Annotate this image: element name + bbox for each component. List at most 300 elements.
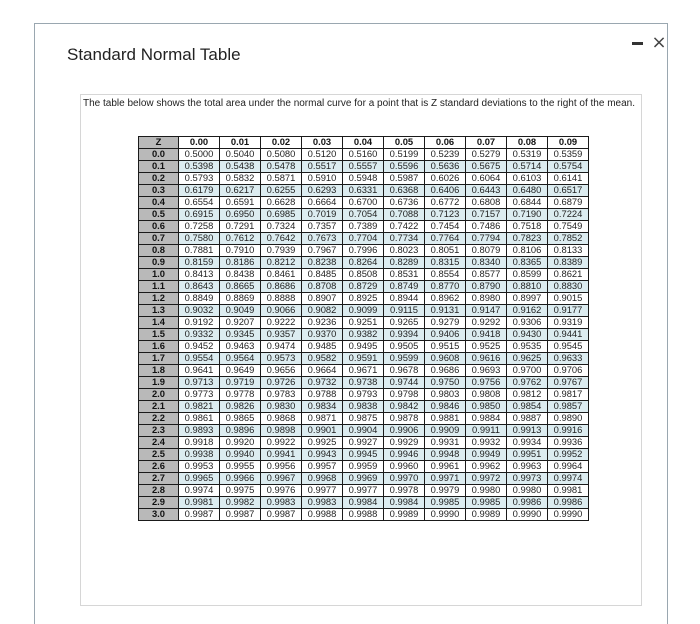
table-cell: 0.9332 [179, 329, 220, 341]
table-row [139, 377, 589, 389]
table-cell: 0.8212 [261, 257, 302, 269]
table-cell: 0.9803 [425, 389, 466, 401]
table-cell: 0.9984 [384, 497, 425, 509]
table-cell: 0.9911 [466, 425, 507, 437]
table-cell: 0.9406 [425, 329, 466, 341]
table-row [139, 209, 589, 221]
table-cell: 0.9535 [507, 341, 548, 353]
table-cell: 0.9896 [220, 425, 261, 437]
table-cell: 0.9943 [302, 449, 343, 461]
table-cell: 0.6950 [220, 209, 261, 221]
table-cell: 0.5199 [384, 149, 425, 161]
table-cell: 0.8365 [507, 257, 548, 269]
table-cell: 0.9989 [466, 509, 507, 521]
table-cell: 0.9177 [548, 305, 589, 317]
column-header: 0.06 [425, 137, 466, 149]
column-header: 0.01 [220, 137, 261, 149]
table-cell: 0.9131 [425, 305, 466, 317]
table-cell: 0.7157 [466, 209, 507, 221]
table-cell: 0.9719 [220, 377, 261, 389]
table-cell: 0.9956 [261, 461, 302, 473]
table-cell: 0.9974 [548, 473, 589, 485]
table-cell: 0.9966 [220, 473, 261, 485]
z-row-header: 0.2 [139, 173, 179, 185]
table-cell: 0.9808 [466, 389, 507, 401]
table-cell: 0.9981 [548, 485, 589, 497]
z-row-header: 2.5 [139, 449, 179, 461]
table-cell: 0.9932 [466, 437, 507, 449]
table-cell: 0.8186 [220, 257, 261, 269]
table-cell: 0.5239 [425, 149, 466, 161]
table-cell: 0.8389 [548, 257, 589, 269]
table-row [139, 401, 589, 413]
table-cell: 0.9979 [425, 485, 466, 497]
table-cell: 0.9846 [425, 401, 466, 413]
table-cell: 0.7580 [179, 233, 220, 245]
table-cell: 0.9838 [343, 401, 384, 413]
table-cell: 0.9965 [179, 473, 220, 485]
table-cell: 0.8531 [384, 269, 425, 281]
table-cell: 0.6554 [179, 197, 220, 209]
table-cell: 0.9887 [507, 413, 548, 425]
table-cell: 0.9918 [179, 437, 220, 449]
table-cell: 0.9983 [261, 497, 302, 509]
table-cell: 0.8810 [507, 281, 548, 293]
table-cell: 0.9890 [548, 413, 589, 425]
table-cell: 0.7852 [548, 233, 589, 245]
table-cell: 0.6736 [384, 197, 425, 209]
table-cell: 0.9990 [507, 509, 548, 521]
table-cell: 0.9656 [261, 365, 302, 377]
table-cell: 0.7612 [220, 233, 261, 245]
table-cell: 0.9554 [179, 353, 220, 365]
table-cell: 0.8413 [179, 269, 220, 281]
table-cell: 0.7910 [220, 245, 261, 257]
table-cell: 0.9738 [343, 377, 384, 389]
table-cell: 0.9505 [384, 341, 425, 353]
table-cell: 0.9962 [466, 461, 507, 473]
table-cell: 0.7939 [261, 245, 302, 257]
table-cell: 0.7518 [507, 221, 548, 233]
table-row [139, 413, 589, 425]
z-row-header: 1.7 [139, 353, 179, 365]
table-cell: 0.9345 [220, 329, 261, 341]
table-cell: 0.7324 [261, 221, 302, 233]
table-cell: 0.5279 [466, 149, 507, 161]
z-row-header: 1.5 [139, 329, 179, 341]
table-cell: 0.6772 [425, 197, 466, 209]
table-cell: 0.9934 [507, 437, 548, 449]
table-cell: 0.9977 [302, 485, 343, 497]
table-cell: 0.9463 [220, 341, 261, 353]
table-cell: 0.8708 [302, 281, 343, 293]
table-cell: 0.6293 [302, 185, 343, 197]
table-cell: 0.6879 [548, 197, 589, 209]
z-row-header: 1.9 [139, 377, 179, 389]
table-cell: 0.8159 [179, 257, 220, 269]
table-cell: 0.9975 [220, 485, 261, 497]
z-table [138, 136, 589, 521]
table-cell: 0.9941 [261, 449, 302, 461]
table-cell: 0.7190 [507, 209, 548, 221]
table-cell: 0.9989 [384, 509, 425, 521]
table-row [139, 449, 589, 461]
table-cell: 0.9015 [548, 293, 589, 305]
table-cell: 0.9953 [179, 461, 220, 473]
z-row-header: 0.8 [139, 245, 179, 257]
table-cell: 0.9987 [220, 509, 261, 521]
table-cell: 0.9988 [343, 509, 384, 521]
table-cell: 0.9938 [179, 449, 220, 461]
table-cell: 0.8997 [507, 293, 548, 305]
table-row [139, 473, 589, 485]
table-cell: 0.9633 [548, 353, 589, 365]
table-cell: 0.7258 [179, 221, 220, 233]
table-row [139, 365, 589, 377]
table-cell: 0.7704 [343, 233, 384, 245]
z-row-header: 2.8 [139, 485, 179, 497]
table-cell: 0.9821 [179, 401, 220, 413]
table-cell: 0.7881 [179, 245, 220, 257]
table-cell: 0.9861 [179, 413, 220, 425]
table-cell: 0.9625 [507, 353, 548, 365]
table-cell: 0.6141 [548, 173, 589, 185]
table-cell: 0.8577 [466, 269, 507, 281]
table-cell: 0.9946 [384, 449, 425, 461]
table-cell: 0.9573 [261, 353, 302, 365]
table-cell: 0.7734 [384, 233, 425, 245]
table-cell: 0.6026 [425, 173, 466, 185]
table-cell: 0.8079 [466, 245, 507, 257]
table-cell: 0.9357 [261, 329, 302, 341]
table-cell: 0.9976 [261, 485, 302, 497]
table-cell: 0.9147 [466, 305, 507, 317]
table-cell: 0.9987 [179, 509, 220, 521]
minimize-icon [632, 42, 643, 45]
table-cell: 0.6700 [343, 197, 384, 209]
column-header: 0.08 [507, 137, 548, 149]
table-cell: 0.8438 [220, 269, 261, 281]
z-row-header: 0.7 [139, 233, 179, 245]
table-row [139, 329, 589, 341]
table-cell: 0.9906 [384, 425, 425, 437]
dialog-title: Standard Normal Table [67, 45, 241, 64]
z-row-header: 0.4 [139, 197, 179, 209]
table-cell: 0.9988 [302, 509, 343, 521]
table-cell: 0.8485 [302, 269, 343, 281]
table-cell: 0.9972 [466, 473, 507, 485]
z-row-header: 0.0 [139, 149, 179, 161]
table-cell: 0.6844 [507, 197, 548, 209]
z-row-header: 2.9 [139, 497, 179, 509]
table-cell: 0.6591 [220, 197, 261, 209]
table-cell: 0.7291 [220, 221, 261, 233]
z-row-header: 0.9 [139, 257, 179, 269]
table-cell: 0.5675 [466, 161, 507, 173]
table-cell: 0.9985 [425, 497, 466, 509]
z-row-header: 2.7 [139, 473, 179, 485]
table-cell: 0.5080 [261, 149, 302, 161]
table-cell: 0.8980 [466, 293, 507, 305]
table-cell: 0.5557 [343, 161, 384, 173]
table-cell: 0.7389 [343, 221, 384, 233]
table-description: The table below shows the total area under the normal curve for a point that is Z standard deviations to the right of the mean. [83, 98, 635, 109]
table-cell: 0.8849 [179, 293, 220, 305]
standard-normal-table-dialog [34, 23, 668, 624]
table-cell: 0.9977 [343, 485, 384, 497]
table-cell: 0.8264 [343, 257, 384, 269]
table-cell: 0.9974 [179, 485, 220, 497]
table-cell: 0.9525 [466, 341, 507, 353]
table-cell: 0.9868 [261, 413, 302, 425]
table-cell: 0.9762 [507, 377, 548, 389]
table-cell: 0.5871 [261, 173, 302, 185]
column-header: 0.09 [548, 137, 589, 149]
z-row-header: 0.3 [139, 185, 179, 197]
table-cell: 0.5793 [179, 173, 220, 185]
table-cell: 0.8461 [261, 269, 302, 281]
table-cell: 0.9515 [425, 341, 466, 353]
table-cell: 0.8665 [220, 281, 261, 293]
table-cell: 0.8869 [220, 293, 261, 305]
table-cell: 0.9671 [343, 365, 384, 377]
table-cell: 0.9981 [179, 497, 220, 509]
z-row-header: 1.8 [139, 365, 179, 377]
table-cell: 0.9980 [507, 485, 548, 497]
table-cell: 0.9850 [466, 401, 507, 413]
table-cell: 0.9767 [548, 377, 589, 389]
table-cell: 0.9983 [302, 497, 343, 509]
table-cell: 0.9452 [179, 341, 220, 353]
table-cell: 0.9920 [220, 437, 261, 449]
table-cell: 0.9099 [343, 305, 384, 317]
table-cell: 0.7019 [302, 209, 343, 221]
minimize-button[interactable] [627, 32, 647, 52]
table-cell: 0.6368 [384, 185, 425, 197]
table-cell: 0.9971 [425, 473, 466, 485]
table-cell: 0.9865 [220, 413, 261, 425]
table-row [139, 257, 589, 269]
table-cell: 0.9922 [261, 437, 302, 449]
table-row [139, 149, 589, 161]
close-button[interactable] [649, 32, 669, 52]
table-cell: 0.6179 [179, 185, 220, 197]
table-cell: 0.8133 [548, 245, 589, 257]
table-cell: 0.9925 [302, 437, 343, 449]
z-row-header: 2.1 [139, 401, 179, 413]
column-header: 0.05 [384, 137, 425, 149]
table-cell: 0.9394 [384, 329, 425, 341]
table-cell: 0.9931 [425, 437, 466, 449]
table-cell: 0.9279 [425, 317, 466, 329]
table-cell: 0.8770 [425, 281, 466, 293]
table-cell: 0.9732 [302, 377, 343, 389]
z-row-header: 2.3 [139, 425, 179, 437]
table-cell: 0.5359 [548, 149, 589, 161]
table-cell: 0.9693 [466, 365, 507, 377]
table-cell: 0.9678 [384, 365, 425, 377]
table-cell: 0.5714 [507, 161, 548, 173]
table-cell: 0.5987 [384, 173, 425, 185]
z-row-header: 2.2 [139, 413, 179, 425]
table-cell: 0.9973 [507, 473, 548, 485]
table-row [139, 305, 589, 317]
table-cell: 0.9963 [507, 461, 548, 473]
table-cell: 0.5948 [343, 173, 384, 185]
table-cell: 0.9945 [343, 449, 384, 461]
column-header: 0.04 [343, 137, 384, 149]
table-row [139, 245, 589, 257]
table-cell: 0.9904 [343, 425, 384, 437]
column-header: 0.02 [261, 137, 302, 149]
table-cell: 0.9986 [507, 497, 548, 509]
table-cell: 0.9898 [261, 425, 302, 437]
table-cell: 0.9382 [343, 329, 384, 341]
table-cell: 0.9082 [302, 305, 343, 317]
table-cell: 0.5000 [179, 149, 220, 161]
z-column-header: Z [139, 137, 179, 149]
table-cell: 0.9969 [343, 473, 384, 485]
table-cell: 0.8106 [507, 245, 548, 257]
z-table-body [139, 149, 589, 521]
table-row [139, 281, 589, 293]
table-cell: 0.8729 [343, 281, 384, 293]
table-cell: 0.9265 [384, 317, 425, 329]
table-cell: 0.9032 [179, 305, 220, 317]
table-cell: 0.9222 [261, 317, 302, 329]
table-row [139, 353, 589, 365]
table-cell: 0.8238 [302, 257, 343, 269]
z-row-header: 1.4 [139, 317, 179, 329]
table-cell: 0.9940 [220, 449, 261, 461]
table-cell: 0.9495 [343, 341, 384, 353]
table-cell: 0.7454 [425, 221, 466, 233]
table-cell: 0.7422 [384, 221, 425, 233]
table-cell: 0.5478 [261, 161, 302, 173]
table-cell: 0.9834 [302, 401, 343, 413]
table-cell: 0.7088 [384, 209, 425, 221]
table-row [139, 269, 589, 281]
table-cell: 0.7054 [343, 209, 384, 221]
table-cell: 0.8315 [425, 257, 466, 269]
table-cell: 0.5596 [384, 161, 425, 173]
table-cell: 0.9713 [179, 377, 220, 389]
table-cell: 0.7123 [425, 209, 466, 221]
column-header: 0.03 [302, 137, 343, 149]
z-row-header: 1.2 [139, 293, 179, 305]
table-cell: 0.9884 [466, 413, 507, 425]
table-cell: 0.8962 [425, 293, 466, 305]
table-cell: 0.9207 [220, 317, 261, 329]
table-cell: 0.7224 [548, 209, 589, 221]
table-cell: 0.9959 [343, 461, 384, 473]
table-cell: 0.9857 [548, 401, 589, 413]
table-cell: 0.9987 [261, 509, 302, 521]
close-icon: × [651, 31, 667, 53]
table-cell: 0.6255 [261, 185, 302, 197]
table-cell: 0.8508 [343, 269, 384, 281]
table-cell: 0.9990 [425, 509, 466, 521]
table-cell: 0.6103 [507, 173, 548, 185]
table-cell: 0.6517 [548, 185, 589, 197]
table-cell: 0.9916 [548, 425, 589, 437]
table-row [139, 485, 589, 497]
table-cell: 0.8830 [548, 281, 589, 293]
table-cell: 0.9430 [507, 329, 548, 341]
table-cell: 0.9893 [179, 425, 220, 437]
table-cell: 0.9686 [425, 365, 466, 377]
table-cell: 0.9744 [384, 377, 425, 389]
table-cell: 0.9485 [302, 341, 343, 353]
table-cell: 0.8925 [343, 293, 384, 305]
table-cell: 0.5636 [425, 161, 466, 173]
table-cell: 0.9948 [425, 449, 466, 461]
content-panel [80, 94, 642, 606]
table-cell: 0.5754 [548, 161, 589, 173]
table-cell: 0.9591 [343, 353, 384, 365]
table-cell: 0.9049 [220, 305, 261, 317]
table-cell: 0.9608 [425, 353, 466, 365]
table-cell: 0.9545 [548, 341, 589, 353]
table-cell: 0.7823 [507, 233, 548, 245]
z-row-header: 1.1 [139, 281, 179, 293]
z-row-header: 0.6 [139, 221, 179, 233]
table-cell: 0.8289 [384, 257, 425, 269]
z-row-header: 2.6 [139, 461, 179, 473]
table-cell: 0.9826 [220, 401, 261, 413]
table-cell: 0.9978 [384, 485, 425, 497]
table-cell: 0.9984 [343, 497, 384, 509]
table-row [139, 161, 589, 173]
table-row [139, 341, 589, 353]
z-row-header: 1.3 [139, 305, 179, 317]
table-cell: 0.9985 [466, 497, 507, 509]
table-cell: 0.9929 [384, 437, 425, 449]
table-row [139, 221, 589, 233]
table-cell: 0.9756 [466, 377, 507, 389]
table-cell: 0.9936 [548, 437, 589, 449]
table-cell: 0.9949 [466, 449, 507, 461]
table-row [139, 173, 589, 185]
table-cell: 0.6443 [466, 185, 507, 197]
table-cell: 0.9990 [548, 509, 589, 521]
table-cell: 0.8686 [261, 281, 302, 293]
table-cell: 0.8907 [302, 293, 343, 305]
table-cell: 0.9798 [384, 389, 425, 401]
table-cell: 0.9982 [220, 497, 261, 509]
table-cell: 0.7549 [548, 221, 589, 233]
table-cell: 0.9319 [548, 317, 589, 329]
table-cell: 0.9788 [302, 389, 343, 401]
table-cell: 0.9066 [261, 305, 302, 317]
table-cell: 0.9649 [220, 365, 261, 377]
table-cell: 0.7486 [466, 221, 507, 233]
table-cell: 0.9854 [507, 401, 548, 413]
table-cell: 0.9251 [343, 317, 384, 329]
table-cell: 0.8340 [466, 257, 507, 269]
z-row-header: 2.0 [139, 389, 179, 401]
table-cell: 0.8023 [384, 245, 425, 257]
table-row [139, 185, 589, 197]
table-cell: 0.8944 [384, 293, 425, 305]
table-cell: 0.9968 [302, 473, 343, 485]
table-cell: 0.9875 [343, 413, 384, 425]
table-cell: 0.9418 [466, 329, 507, 341]
table-cell: 0.9236 [302, 317, 343, 329]
table-cell: 0.9909 [425, 425, 466, 437]
table-cell: 0.9812 [507, 389, 548, 401]
table-cell: 0.5398 [179, 161, 220, 173]
